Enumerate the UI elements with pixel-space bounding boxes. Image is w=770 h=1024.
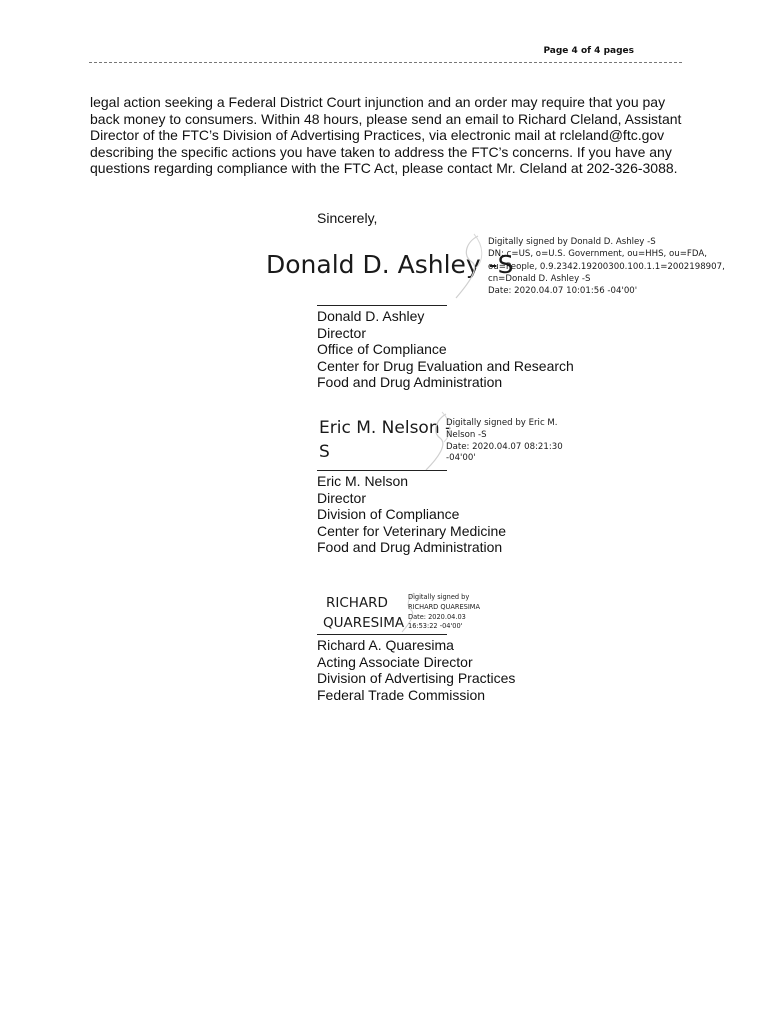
body-line: Director of the FTC’s Division of Advertising Practices, via electronic mail at rcleland@ftc.gov — [90, 127, 665, 143]
closing-salutation: Sincerely, — [317, 210, 378, 226]
signature-detail-line: 16:53:22 -04'00' — [408, 622, 463, 631]
signature-flourish-icon — [448, 232, 488, 302]
signature-detail-line: Digitally signed by — [408, 593, 470, 601]
signatory-line: Acting Associate Director — [317, 653, 473, 670]
body-line: legal action seeking a Federal District Court injunction and an order may require that you pay — [90, 94, 666, 110]
letter-body-paragraph — [90, 94, 690, 177]
body-line: questions regarding compliance with the FTC Act, please contact Mr. Cleland at 202-326-3088. — [90, 160, 678, 176]
signature-line — [317, 470, 447, 471]
signatory-line: Division of Compliance — [317, 506, 460, 522]
signatory-line: Food and Drug Administration — [317, 539, 503, 555]
digital-signature-name — [323, 593, 404, 633]
signature-detail-line: Date: 2020.04.07 08:21:30 — [446, 441, 563, 452]
signature-line — [317, 305, 447, 306]
signatory-line: Richard A. Quaresima — [317, 637, 454, 653]
signature-name-line: RICHARD — [326, 595, 388, 611]
body-line: describing the specific actions you have taken to address the FTC’s concerns. If you have any — [90, 143, 672, 160]
page-header — [89, 46, 682, 63]
signatory-line: Center for Drug Evaluation and Research — [317, 357, 574, 374]
signature-detail-line: Date: 2020.04.03 — [408, 612, 466, 621]
signatory-line: Eric M. Nelson — [317, 473, 409, 489]
signature-line — [317, 634, 447, 635]
signatory-line: Donald D. Ashley — [317, 308, 425, 324]
signatory-line: Division of Advertising Practices — [317, 670, 516, 686]
signature-name-line: S — [319, 442, 330, 462]
signature-detail-line: RICHARD QUARESIMA — [408, 602, 480, 611]
signatory-title-block — [317, 308, 574, 391]
signatory-title-block — [317, 637, 515, 703]
digital-signature-name: Donald D. Ashley -S — [266, 250, 514, 279]
signature-name-line: QUARESIMA — [323, 615, 405, 631]
digital-signature-details — [446, 418, 563, 465]
signature-name-line: Eric M. Nelson - — [319, 418, 452, 438]
digital-signature-details — [488, 236, 725, 297]
signature-detail-line: ou=People, 0.9.2342.19200300.100.1.1=2002198907, — [488, 261, 725, 272]
signature-detail-line: Digitally signed by Eric M. — [446, 418, 558, 428]
signature-detail-line: Date: 2020.04.07 10:01:56 -04'00' — [488, 286, 638, 297]
signatory-line: Food and Drug Administration — [317, 374, 503, 390]
page-number: Page 4 of 4 pages — [543, 46, 634, 56]
digital-signature-details — [408, 593, 480, 632]
signatory-line: Federal Trade Commission — [317, 686, 486, 703]
signatory-line: Director — [317, 489, 367, 506]
signatory-title-block — [317, 473, 506, 556]
signatory-line: Director — [317, 324, 367, 341]
signature-detail-line: cn=Donald D. Ashley -S — [488, 273, 591, 284]
body-line: back money to consumers. Within 48 hours, please send an email to Richard Cleland, Assistant — [90, 110, 682, 127]
signature-detail-line: Nelson -S — [446, 429, 487, 440]
signature-detail-line: DN: c=US, o=U.S. Government, ou=HHS, ou=FDA, — [488, 249, 707, 260]
signatory-line: Center for Veterinary Medicine — [317, 522, 507, 539]
signature-detail-line: -04'00' — [446, 453, 476, 464]
signatory-line: Office of Compliance — [317, 341, 447, 357]
signature-detail-line: Digitally signed by Donald D. Ashley -S — [488, 237, 656, 247]
